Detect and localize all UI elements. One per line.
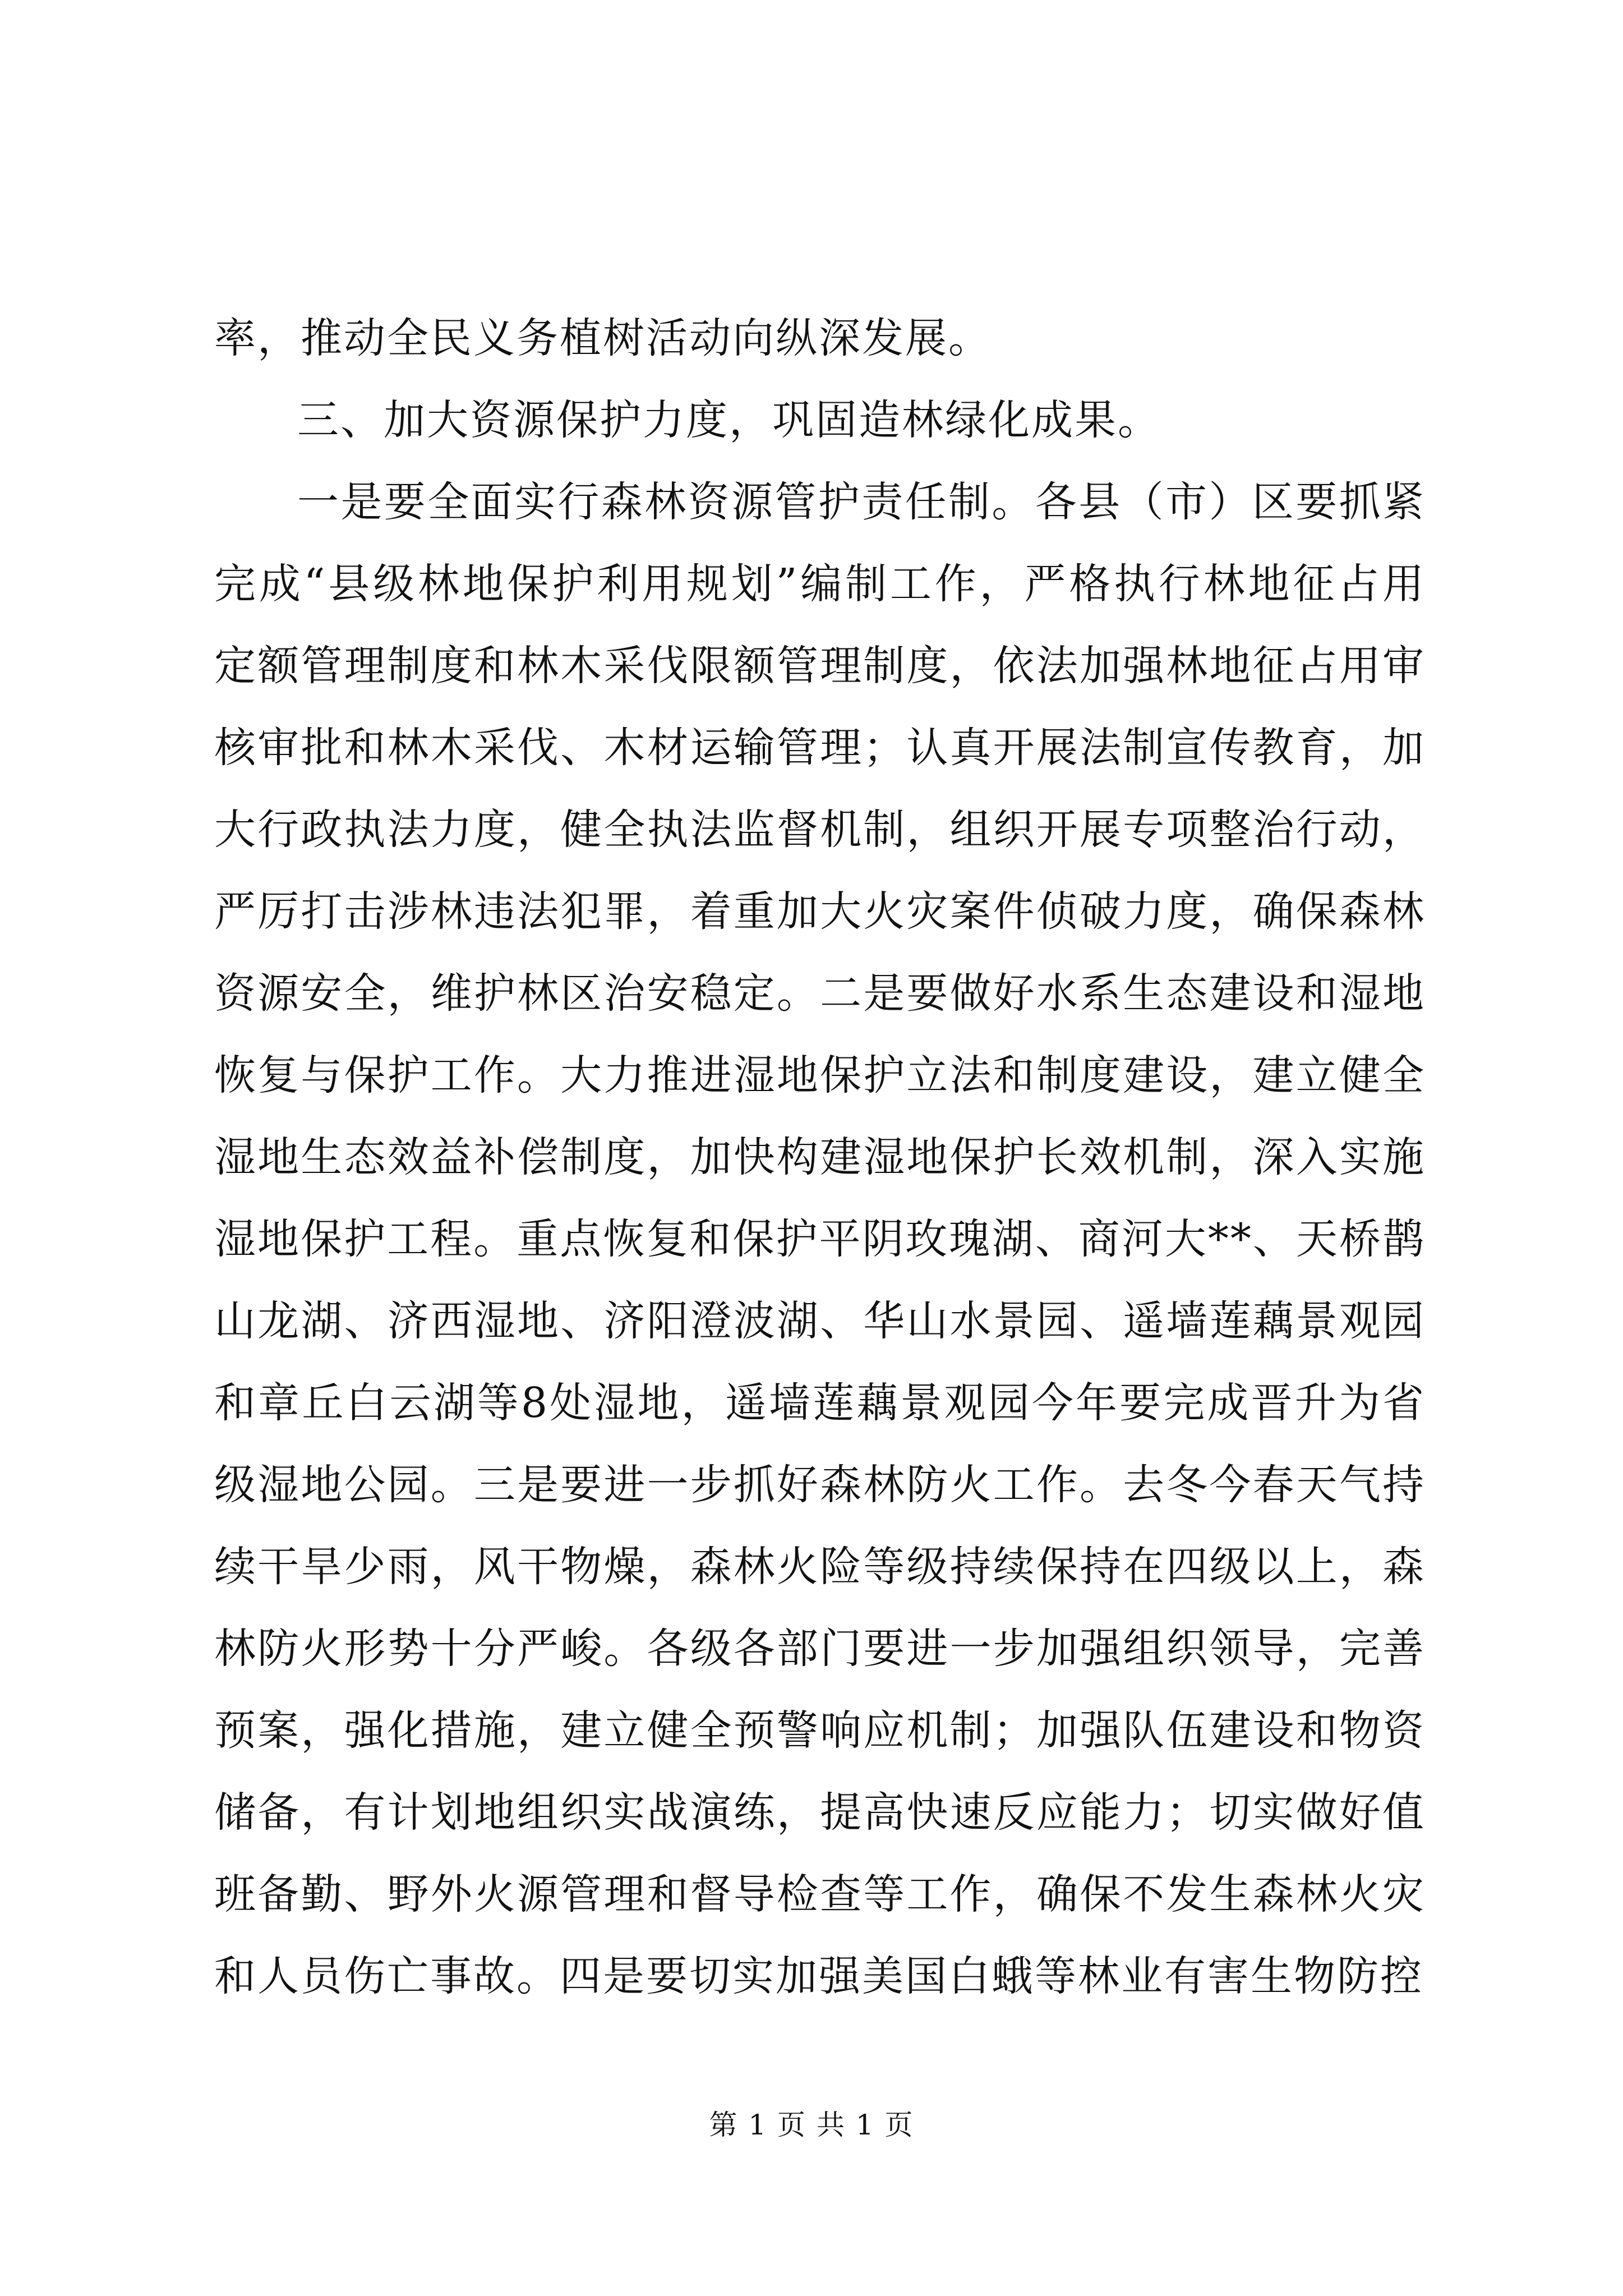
section-heading: 三、加大资源保护力度，巩固造林绿化成果。 [297,396,1161,444]
page-footer: 第 1 页 共 1 页 [709,2109,914,2141]
document-body [214,297,1426,2017]
paragraph-continuation: 率，推动全民义务植树活动向纵深发展。 [214,314,992,362]
paragraph-body: 一是要全面实行森林资源管护责任制。各县（市）区要抓紧完成“县级林地保护利用规划”编制工作，严格执行林地征占用定额管理制度和林木采伐限额管理制度，依法加强林地征占用审核审批和林木采伐、木材运输管理；认真开展法制宣传教育，加大行政执法力度，健全执法监督机制，组织开展专项整治行动，严厉打击涉林违法犯罪，着重加大火灾案件侦破力度，确保森林资源安全，维护林区治安稳定。二是要做好水系生态建设和湿地恢复与保护工作。大力推进湿地保护立法和制度建设，建立健全湿地生态效益补偿制度，加快构建湿地保护长效机制，深入实施湿地保护工程。重点恢复和保护平阴玫瑰湖、商河大**、天桥鹊山龙湖、济西湿地、济阳澄波湖、华山水景园、遥墙莲藕景观园和章丘白云湖等8处湿地，遥墙莲藕景观园今年要完成晋升为省级湿地公园。三是要进一步抓好森林防火工作。去冬今春天气持续干旱少雨，风干物燥，森林火险等级持续保持在四级以上，森林防火形势十分严峻。各级各部门要进一步加强组织领导，完善预案，强化措施，建立健全预警响应机制；加强队伍建设和物资储备，有计划地组织实战演练，提高快速反应能力；切实做好值班备勤、野外火源管理和督导检查等工作，确保不发生森林火灾和人员伤亡事故。四是要切实加强美国白蛾等林业有害生物防控 [214,478,1426,2000]
